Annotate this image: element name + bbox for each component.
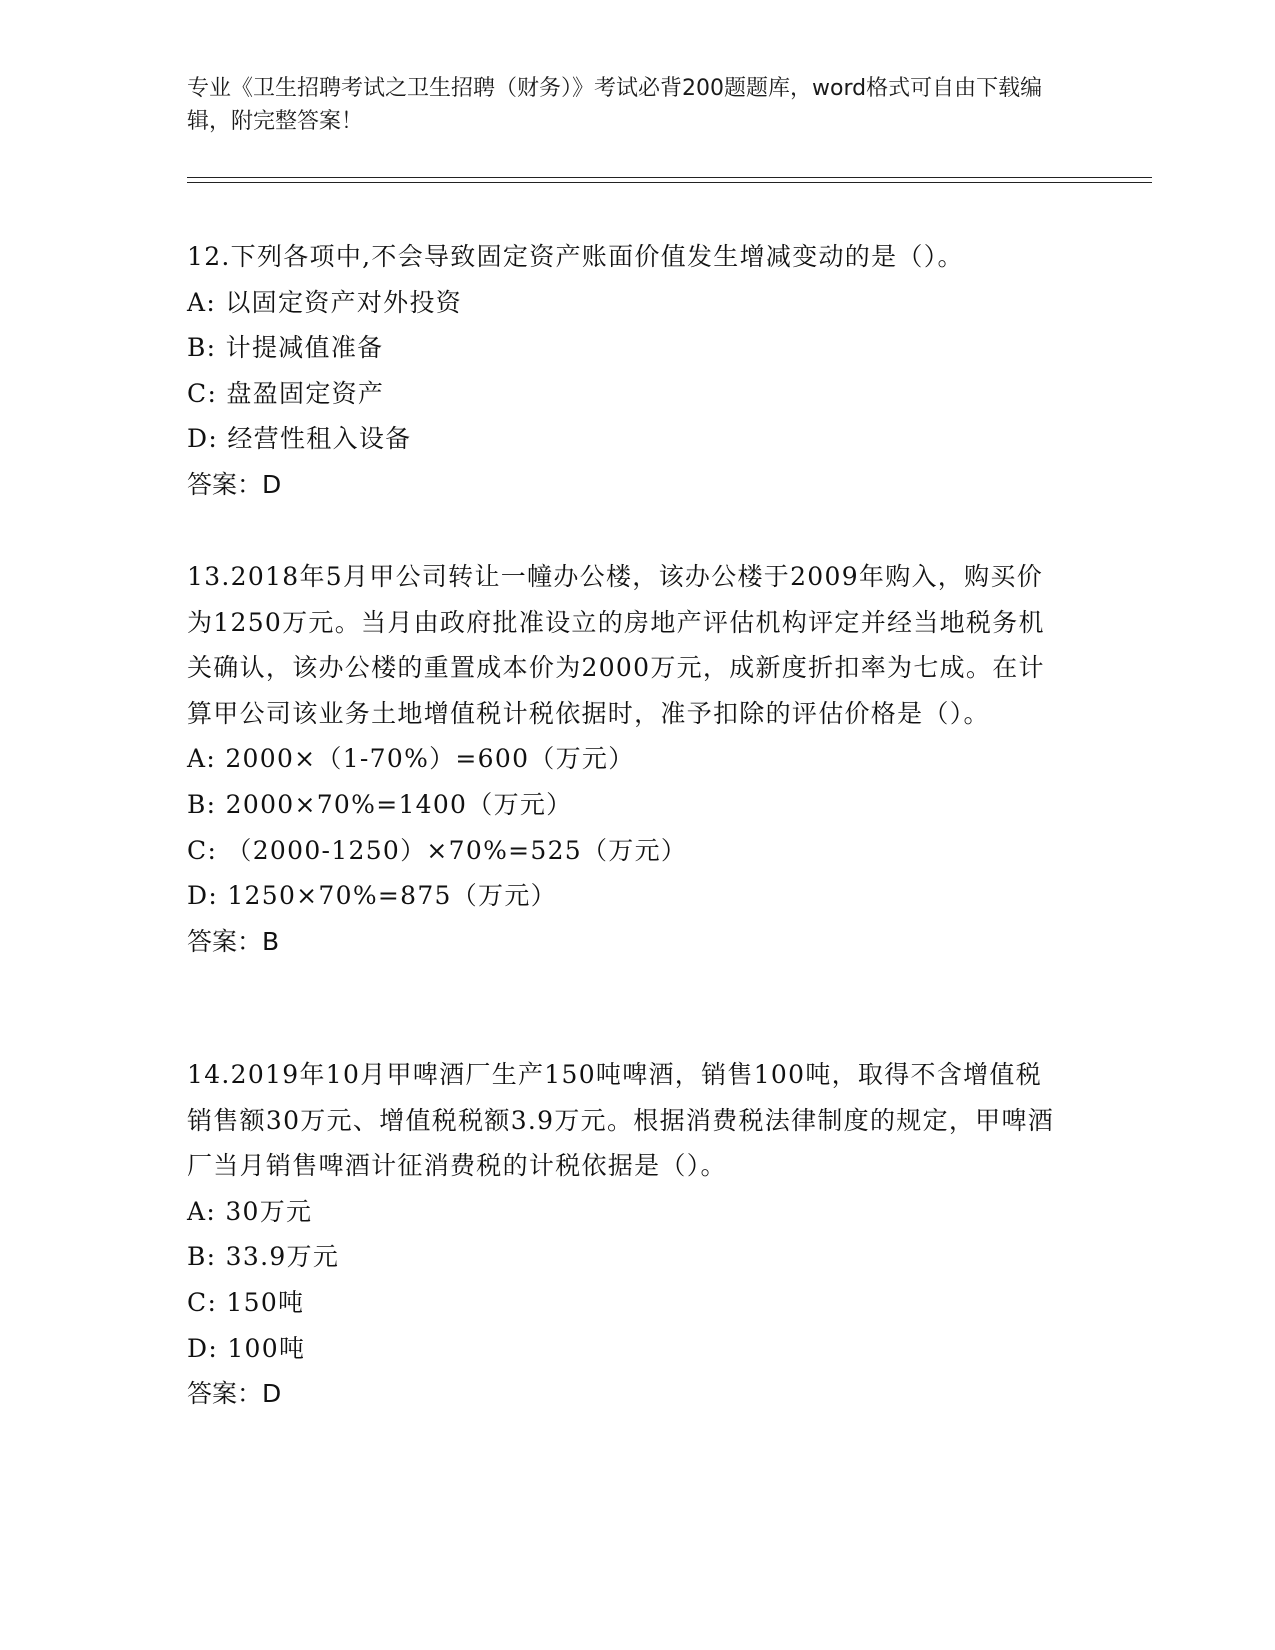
option-b: B: 33.9万元 [187, 1242, 340, 1272]
option-b: B: 计提减值准备 [187, 333, 384, 363]
option-b: B: 2000×70%=1400（万元） [187, 789, 573, 819]
option-key: A [187, 744, 207, 774]
option-key: B [187, 1242, 207, 1272]
option-d: D: 1250×70%=875（万元） [187, 881, 557, 911]
option-text: 计提减值准备 [225, 333, 384, 363]
answer-line: 答案：D [187, 1379, 282, 1409]
option-text: 150吨 [226, 1287, 305, 1317]
option-c: C: 盘盈固定资产 [187, 378, 385, 408]
option-a: A: 30万元 [187, 1196, 313, 1226]
option-a: A: 2000×（1-70%）=600（万元） [187, 744, 635, 774]
answer-line: 答案：B [187, 926, 280, 956]
option-key: A [187, 1196, 207, 1226]
option-d: D: 经营性租入设备 [187, 424, 412, 454]
option-key: C [187, 835, 208, 865]
option-text: 盘盈固定资产 [226, 378, 385, 408]
option-key: B [187, 333, 207, 363]
option-key: C [187, 1287, 208, 1317]
option-a: A: 以固定资产对外投资 [187, 287, 463, 317]
header-divider-top [187, 177, 1152, 178]
option-key: D [187, 424, 209, 454]
option-key: C [187, 378, 208, 408]
document-header [187, 72, 1067, 138]
option-d: D: 100吨 [187, 1333, 306, 1363]
option-text: 经营性租入设备 [227, 424, 412, 454]
question-12 [187, 234, 1067, 508]
question-stem: 12.下列各项中,不会导致固定资产账面价值发生增减变动的是（）。 [187, 242, 964, 271]
option-text: 2000×70%=1400（万元） [225, 789, 573, 819]
option-text: 30万元 [225, 1196, 313, 1226]
option-key: D [187, 881, 209, 911]
option-c: C: 150吨 [187, 1287, 305, 1317]
header-divider-bottom [187, 182, 1152, 183]
option-text: （2000-1250）×70%=525（万元） [226, 835, 688, 865]
question-stem: 14.2019年10月甲啤酒厂生产150吨啤酒，销售100吨，取得不含增值税销售额30万元、增值税税额3.9万元。根据消费税法律制度的规定，甲啤酒厂当月销售啤酒计征消费税的计税依据是（）。 [187, 1060, 1055, 1181]
option-key: B [187, 789, 207, 819]
option-text: 33.9万元 [225, 1242, 340, 1272]
option-c: C: （2000-1250）×70%=525（万元） [187, 835, 688, 865]
question-13 [187, 554, 1067, 964]
option-key: D [187, 1333, 209, 1363]
option-text: 100吨 [227, 1333, 306, 1363]
option-text: 1250×70%=875（万元） [227, 881, 557, 911]
option-text: 2000×（1-70%）=600（万元） [225, 744, 635, 774]
header-text: 专业《卫生招聘考试之卫生招聘（财务）》考试必背200题题库，word格式可自由下载编辑，附完整答案！ [187, 76, 1043, 134]
question-14 [187, 1052, 1067, 1417]
answer-line: 答案：D [187, 469, 282, 499]
option-key: A [187, 287, 207, 317]
option-text: 以固定资产对外投资 [225, 287, 463, 317]
question-stem: 13.2018年5月甲公司转让一幢办公楼，该办公楼于2009年购入，购买价为1250万元。当月由政府批准设立的房地产评估机构评定并经当地税务机关确认，该办公楼的重置成本价为2000万元，成新度折扣率为七成。在计算甲公司该业务土地增值税计税依据时，准予扣除的评估价格是（）。 [187, 562, 1045, 728]
